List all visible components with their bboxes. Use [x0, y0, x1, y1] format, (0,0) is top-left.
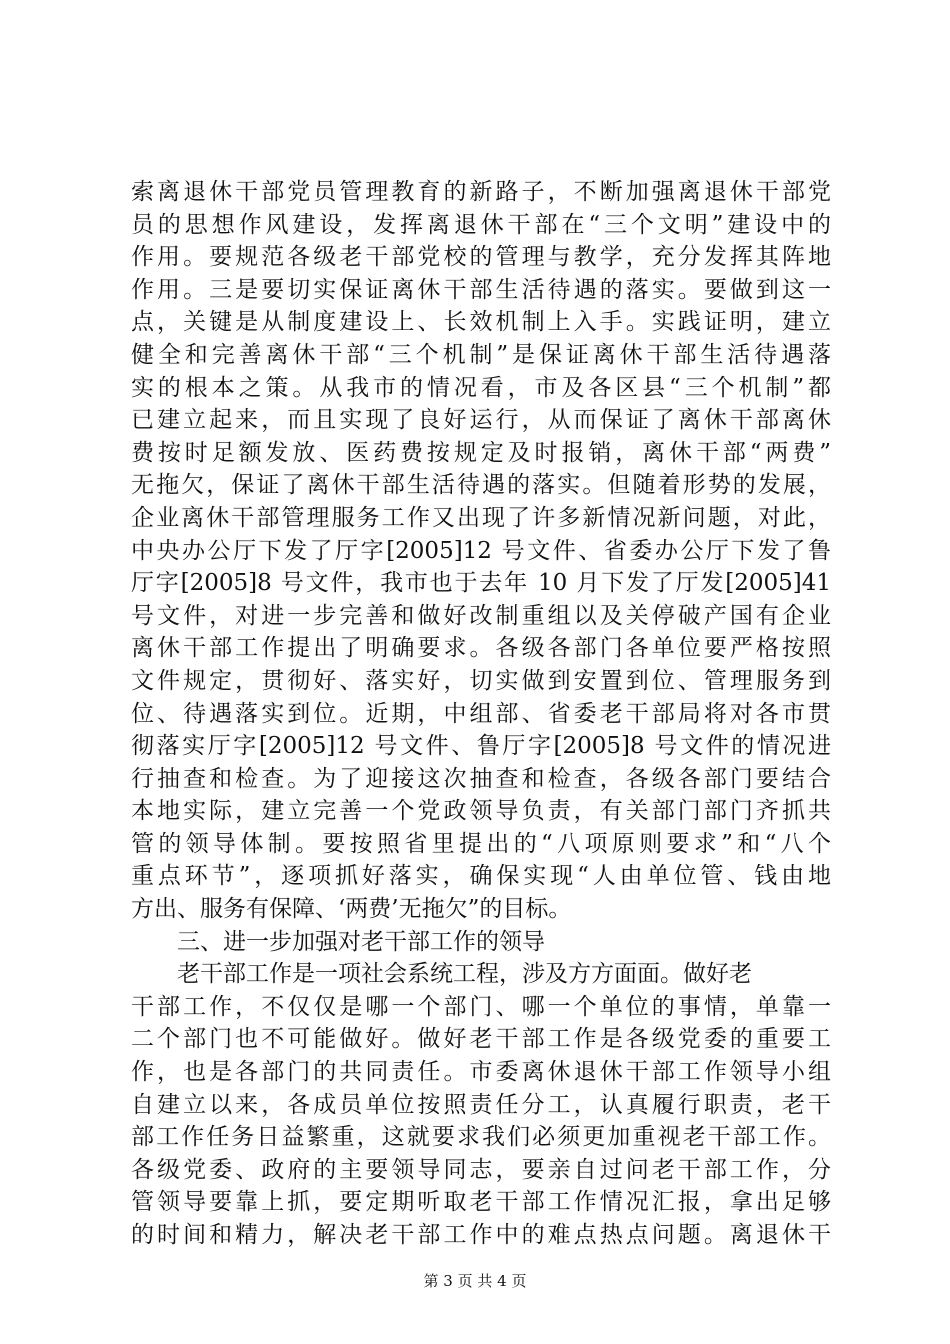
text-line: 费按时足额发放、医药费按规定及时报销，离休干部“两费” [131, 439, 831, 466]
text-line: 本地实际，建立完善一个党政领导负责，有关部门部门齐抓共 [131, 798, 831, 825]
document-body [131, 176, 831, 1252]
text-line: 健全和完善离休干部“三个机制”是保证离休干部生活待遇落 [131, 341, 831, 368]
text-line: 无拖欠，保证了离休干部生活待遇的落实。但随着形势的发展， [131, 472, 831, 499]
text-line: 企业离休干部管理服务工作又出现了许多新情况新问题，对此， [131, 504, 831, 531]
text-line: 离休干部工作提出了明确要求。各级各部门各单位要严格按照 [131, 635, 831, 662]
section-heading: 三、进一步加强对老干部工作的领导 [177, 928, 545, 955]
text-line: 中央办公厅下发了厅字[2005]12 号文件、省委办公厅下发了鲁 [131, 537, 831, 564]
text-line: 员的思想作风建设，发挥离退休干部在“三个文明”建设中的 [131, 211, 831, 238]
text-line: 重点环节”，逐项抓好落实，确保实现“人由单位管、钱由地 [131, 863, 831, 890]
text-line: 老干部工作是一项社会系统工程，涉及方方面面。做好老 [177, 961, 752, 988]
text-line: 干部工作，不仅仅是哪一个部门、哪一个单位的事情，单靠一 [131, 993, 831, 1020]
text-line: 自建立以来，各成员单位按照责任分工，认真履行职责，老干 [131, 1091, 831, 1118]
page-footer: 第 3 页 共 4 页 [423, 1272, 527, 1290]
text-line: 二个部门也不可能做好。做好老干部工作是各级党委的重要工 [131, 1026, 831, 1053]
text-line: 行抽查和检查。为了迎接这次抽查和检查，各级各部门要结合 [131, 765, 831, 792]
text-line: 管的领导体制。要按照省里提出的“八项原则要求”和“八个 [131, 830, 831, 857]
text-line: 号文件，对进一步完善和做好改制重组以及关停破产国有企业 [131, 602, 831, 629]
text-line: 作用。三是要切实保证离休干部生活待遇的落实。要做到这一 [131, 276, 831, 303]
text-line: 彻落实厅字[2005]12 号文件、鲁厅字[2005]8 号文件的情况进 [131, 733, 831, 760]
text-line: 方出、服务有保障、‘两费’无拖欠”的目标。 [131, 896, 572, 923]
text-line: 文件规定，贯彻好、落实好，切实做到安置到位、管理服务到 [131, 667, 831, 694]
text-line: 各级党委、政府的主要领导同志，要亲自过问老干部工作，分 [131, 1156, 831, 1183]
text-line: 管领导要靠上抓，要定期听取老干部工作情况汇报，拿出足够 [131, 1189, 831, 1216]
text-line: 实的根本之策。从我市的情况看，市及各区县“三个机制”都 [131, 374, 831, 401]
text-line: 点，关键是从制度建设上、长效机制上入手。实践证明，建立 [131, 309, 831, 336]
text-line: 的时间和精力，解决老干部工作中的难点热点问题。离退休干 [131, 1222, 831, 1248]
text-line: 作用。要规范各级老干部党校的管理与教学，充分发挥其阵地 [131, 244, 831, 271]
text-line: 已建立起来，而且实现了良好运行，从而保证了离休干部离休 [131, 407, 831, 434]
text-line: 索离退休干部党员管理教育的新路子，不断加强离退休干部党 [131, 179, 831, 205]
text-line: 厅字[2005]8 号文件，我市也于去年 10 月下发了厅发[2005]41 [131, 570, 831, 597]
text-line: 部工作任务日益繁重，这就要求我们必须更加重视老干部工作。 [131, 1124, 831, 1151]
text-line: 作，也是各部门的共同责任。市委离休退休干部工作领导小组 [131, 1059, 831, 1086]
text-line: 位、待遇落实到位。近期，中组部、省委老干部局将对各市贯 [131, 700, 831, 727]
